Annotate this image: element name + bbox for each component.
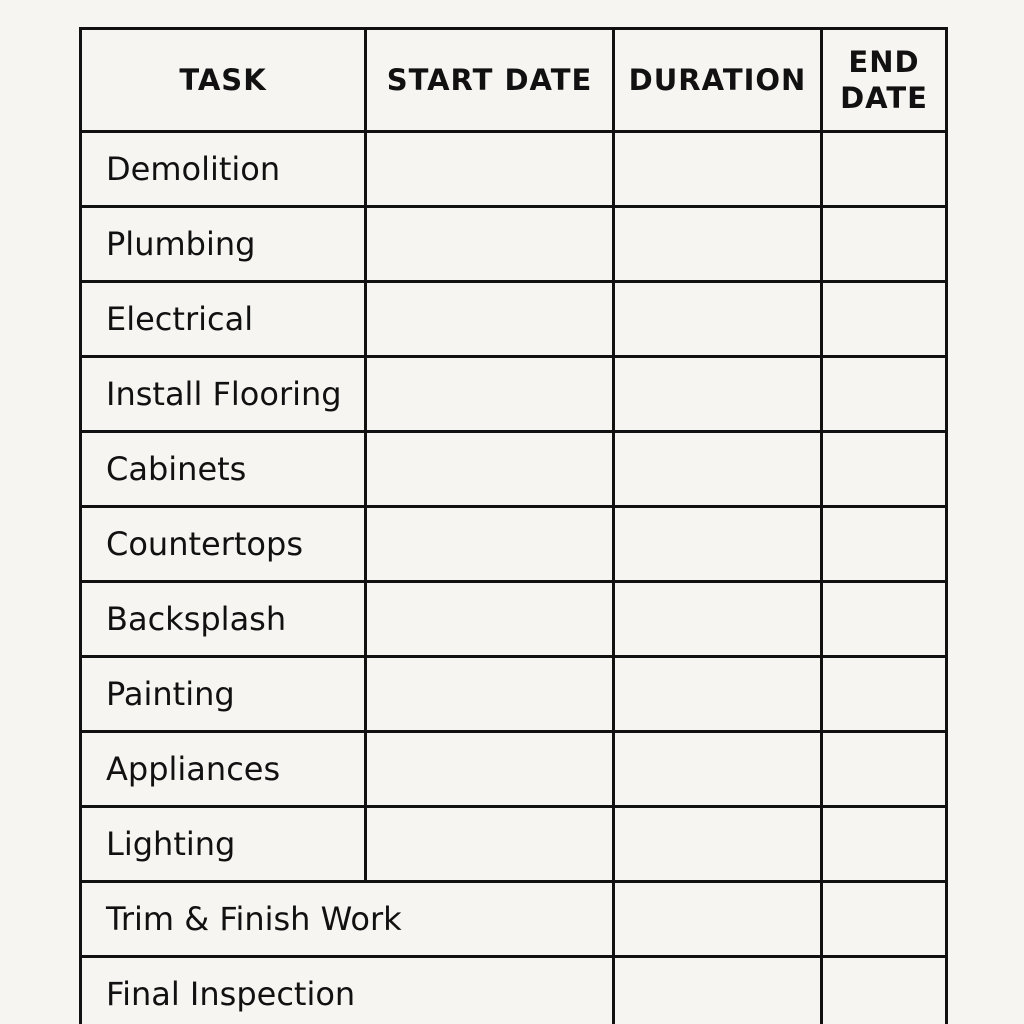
table-row [81, 807, 947, 882]
start-date-cell[interactable] [366, 282, 614, 357]
task-cell-countertops: Countertops [81, 507, 366, 582]
renovation-schedule-table [79, 27, 948, 1024]
end-date-cell[interactable] [822, 507, 947, 582]
header-task: TASK [81, 29, 366, 132]
table-row [81, 657, 947, 732]
end-date-cell[interactable] [822, 582, 947, 657]
header-end-date [822, 29, 947, 132]
end-date-cell[interactable] [822, 207, 947, 282]
end-date-cell[interactable] [822, 357, 947, 432]
task-cell-final-inspection: Final Inspection [81, 957, 614, 1024]
end-date-cell[interactable] [822, 882, 947, 957]
task-cell-lighting: Lighting [81, 807, 366, 882]
task-cell-demolition: Demolition [81, 132, 366, 207]
duration-cell[interactable] [614, 432, 822, 507]
table-row [81, 507, 947, 582]
end-date-cell[interactable] [822, 432, 947, 507]
end-date-cell[interactable] [822, 732, 947, 807]
task-cell-trim-finish-work: Trim & Finish Work [81, 882, 614, 957]
task-cell-plumbing: Plumbing [81, 207, 366, 282]
header-row [81, 29, 947, 132]
table-row [81, 282, 947, 357]
table-row [81, 882, 947, 957]
task-cell-backsplash: Backsplash [81, 582, 366, 657]
header-start-date: START DATE [366, 29, 614, 132]
table-row [81, 582, 947, 657]
table-row [81, 132, 947, 207]
duration-cell[interactable] [614, 807, 822, 882]
start-date-cell[interactable] [366, 657, 614, 732]
duration-cell[interactable] [614, 957, 822, 1024]
duration-cell[interactable] [614, 357, 822, 432]
start-date-cell[interactable] [366, 507, 614, 582]
duration-cell[interactable] [614, 507, 822, 582]
table-row [81, 207, 947, 282]
duration-cell[interactable] [614, 882, 822, 957]
table-row [81, 432, 947, 507]
duration-cell[interactable] [614, 282, 822, 357]
table-row [81, 357, 947, 432]
task-cell-install-flooring: Install Flooring [81, 357, 366, 432]
duration-cell[interactable] [614, 132, 822, 207]
start-date-cell[interactable] [366, 732, 614, 807]
table-row [81, 732, 947, 807]
end-date-cell[interactable] [822, 132, 947, 207]
duration-cell[interactable] [614, 657, 822, 732]
start-date-cell[interactable] [366, 357, 614, 432]
end-date-cell[interactable] [822, 657, 947, 732]
task-cell-electrical: Electrical [81, 282, 366, 357]
task-cell-appliances: Appliances [81, 732, 366, 807]
end-date-cell[interactable] [822, 957, 947, 1024]
header-duration: DURATION [614, 29, 822, 132]
schedule-sheet [79, 27, 945, 1024]
start-date-cell[interactable] [366, 807, 614, 882]
table-row [81, 957, 947, 1024]
header-end-date-line2: DATE [840, 81, 928, 115]
start-date-cell[interactable] [366, 132, 614, 207]
start-date-cell[interactable] [366, 432, 614, 507]
duration-cell[interactable] [614, 207, 822, 282]
header-end-date-label [840, 44, 928, 116]
end-date-cell[interactable] [822, 807, 947, 882]
start-date-cell[interactable] [366, 207, 614, 282]
duration-cell[interactable] [614, 582, 822, 657]
start-date-cell[interactable] [366, 582, 614, 657]
task-cell-cabinets: Cabinets [81, 432, 366, 507]
duration-cell[interactable] [614, 732, 822, 807]
header-end-date-line1: END [848, 45, 920, 79]
task-cell-painting: Painting [81, 657, 366, 732]
end-date-cell[interactable] [822, 282, 947, 357]
